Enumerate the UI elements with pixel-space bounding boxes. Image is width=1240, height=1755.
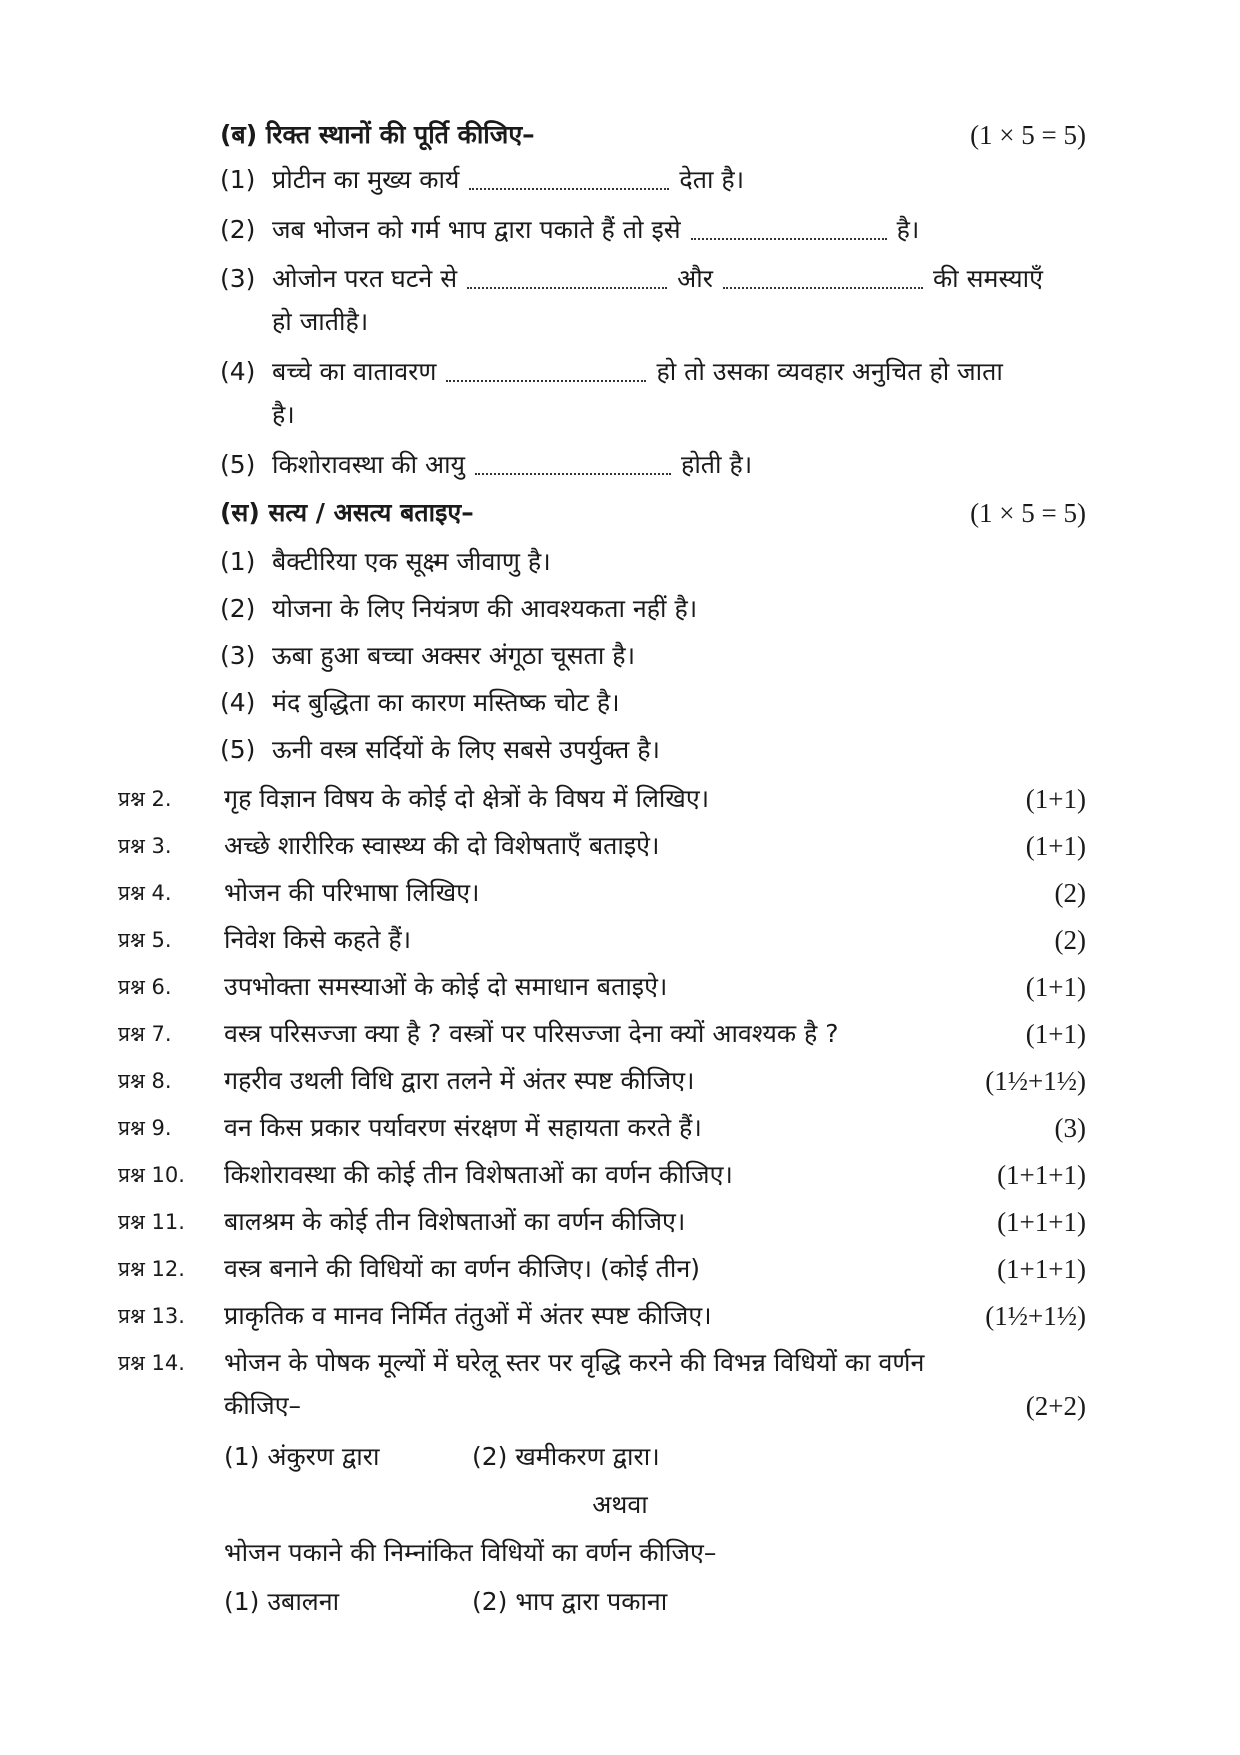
blank xyxy=(475,457,671,475)
question-14-label: प्रश्न 14. xyxy=(118,1351,185,1375)
tf-item-1: (1) बैक्टीरिया एक सूक्ष्म जीवाणु है। xyxy=(220,547,551,576)
q14-alt-option-1: (1) उबालना xyxy=(224,1587,340,1616)
tf-item-5: (5) ऊनी वस्त्र सर्दियों के लिए सबसे उपर्युक्त है। xyxy=(220,735,660,764)
question-marks: (1+1+1) xyxy=(997,1254,1086,1284)
q14-alt-option-2: (2) भाप द्वारा पकाना xyxy=(472,1587,668,1616)
section-c-heading: (स) सत्य / असत्य बताइए– xyxy=(220,498,474,527)
tf-item-2: (2) योजना के लिए नियंत्रण की आवश्यकता नहीं है। xyxy=(220,594,698,623)
question-14-text-cont: कीजिए– xyxy=(224,1391,302,1420)
question-text: निवेश किसे कहते हैं। xyxy=(224,925,412,954)
or-divider: अथवा xyxy=(592,1490,648,1519)
question-marks: (1+1+1) xyxy=(997,1160,1086,1190)
blank xyxy=(446,364,646,382)
question-label: प्रश्न 7. xyxy=(118,1022,172,1046)
question-text: प्राकृतिक व मानव निर्मित तंतुओं में अंतर स्पष्ट कीजिए। xyxy=(224,1301,712,1330)
q14-option-1: (1) अंकुरण द्वारा xyxy=(224,1442,380,1471)
question-marks: (1+1) xyxy=(1025,831,1086,861)
question-label: प्रश्न 2. xyxy=(118,787,172,811)
question-text: भोजन की परिभाषा लिखिए। xyxy=(224,878,480,907)
section-b-heading: (ब) रिक्त स्थानों की पूर्ति कीजिए– xyxy=(220,120,535,149)
question-14-marks: (2+2) xyxy=(1025,1391,1086,1421)
fill-item-3: (3) ओजोन परत घटने से और की समस्याएँ xyxy=(220,264,1043,293)
question-text: किशोरावस्था की कोई तीन विशेषताओं का वर्णन कीजिए। xyxy=(224,1160,733,1189)
question-label: प्रश्न 6. xyxy=(118,975,172,999)
question-marks: (1+1+1) xyxy=(997,1207,1086,1237)
question-text: गृह विज्ञान विषय के कोई दो क्षेत्रों के विषय में लिखिए। xyxy=(224,784,710,813)
fill-item-4-cont: है। xyxy=(272,400,295,429)
tf-item-3: (3) ऊबा हुआ बच्चा अक्सर अंगूठा चूसता है। xyxy=(220,641,636,670)
question-text: बालश्रम के कोई तीन विशेषताओं का वर्णन कीजिए। xyxy=(224,1207,686,1236)
question-label: प्रश्न 8. xyxy=(118,1069,172,1093)
question-label: प्रश्न 4. xyxy=(118,881,172,905)
fill-item-5: (5) किशोरावस्था की आयु होती है। xyxy=(220,450,753,479)
fill-item-3-cont: हो जातीहै। xyxy=(272,307,369,336)
fill-item-1: (1) प्रोटीन का मुख्य कार्य देता है। xyxy=(220,165,745,194)
question-text: वस्त्र परिसज्जा क्या है ? वस्त्रों पर परिसज्जा देना क्यों आवश्यक है ? xyxy=(224,1019,839,1048)
section-c-marks: (1 × 5 = 5) xyxy=(970,498,1086,528)
question-text: वस्त्र बनाने की विधियों का वर्णन कीजिए। (कोई तीन) xyxy=(224,1254,700,1283)
question-marks: (1½+1½) xyxy=(985,1066,1086,1096)
question-label: प्रश्न 9. xyxy=(118,1116,172,1140)
question-marks: (1+1) xyxy=(1025,784,1086,814)
blank xyxy=(723,271,923,289)
question-marks: (2) xyxy=(1054,925,1086,955)
question-marks: (1+1) xyxy=(1025,1019,1086,1049)
question-text: उपभोक्ता समस्याओं के कोई दो समाधान बताइऐ। xyxy=(224,972,668,1001)
question-label: प्रश्न 10. xyxy=(118,1163,185,1187)
question-marks: (1+1) xyxy=(1025,972,1086,1002)
fill-item-4: (4) बच्चे का वातावरण हो तो उसका व्यवहार अनुचित हो जाता xyxy=(220,357,1003,386)
question-text: वन किस प्रकार पर्यावरण संरक्षण में सहायता करते हैं। xyxy=(224,1113,702,1142)
question-text: गहरीव उथली विधि द्वारा तलने में अंतर स्पष्ट कीजिए। xyxy=(224,1066,695,1095)
q14-alt-text: भोजन पकाने की निम्नांकित विधियों का वर्णन कीजिए– xyxy=(224,1538,717,1567)
blank xyxy=(467,271,667,289)
blank xyxy=(469,172,669,190)
question-marks: (1½+1½) xyxy=(985,1301,1086,1331)
question-label: प्रश्न 5. xyxy=(118,928,172,952)
question-text: अच्छे शारीरिक स्वास्थ्य की दो विशेषताएँ बताइऐ। xyxy=(224,831,660,860)
section-b-marks: (1 × 5 = 5) xyxy=(970,120,1086,150)
tf-item-4: (4) मंद बुद्धिता का कारण मस्तिष्क चोट है। xyxy=(220,688,620,717)
question-label: प्रश्न 12. xyxy=(118,1257,185,1281)
question-marks: (2) xyxy=(1054,878,1086,908)
question-label: प्रश्न 11. xyxy=(118,1210,185,1234)
fill-item-2: (2) जब भोजन को गर्म भाप द्वारा पकाते हैं तो इसे है। xyxy=(220,215,920,244)
question-marks: (3) xyxy=(1054,1113,1086,1143)
blank xyxy=(691,222,887,240)
question-14-text: भोजन के पोषक मूल्यों में घरेलू स्तर पर वृद्धि करने की विभन्न विधियों का वर्णन xyxy=(224,1348,925,1377)
question-label: प्रश्न 13. xyxy=(118,1304,185,1328)
q14-option-2: (2) खमीकरण द्वारा। xyxy=(472,1442,660,1471)
question-label: प्रश्न 3. xyxy=(118,834,172,858)
